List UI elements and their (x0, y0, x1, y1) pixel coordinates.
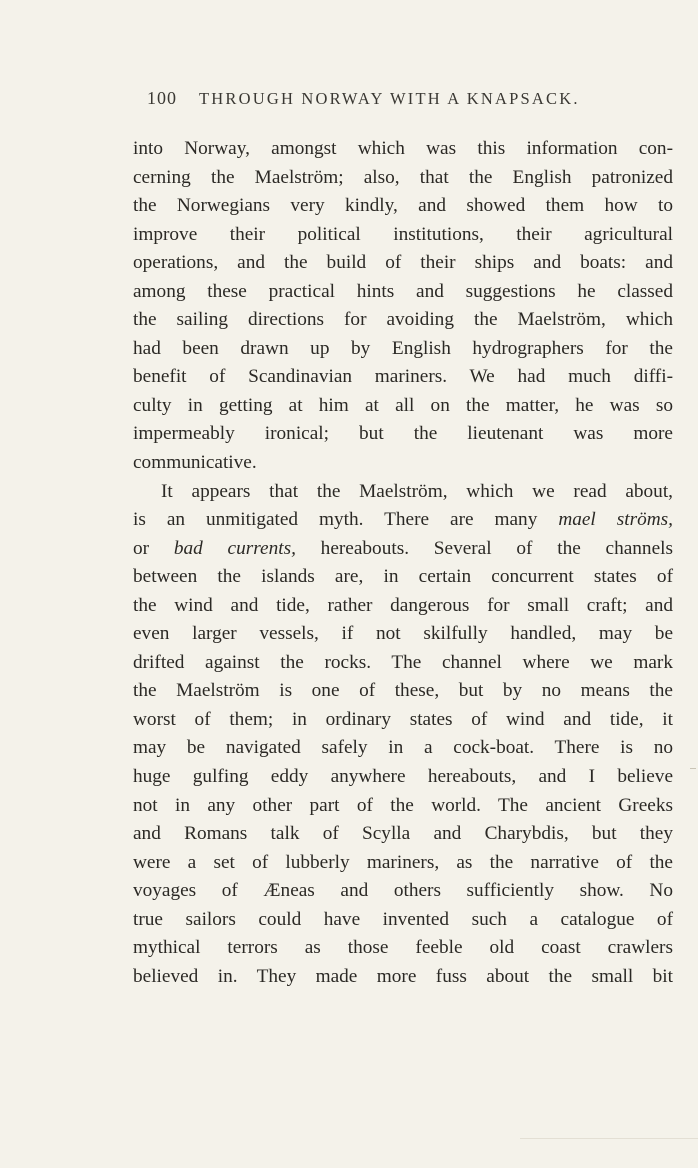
text-line: the sailing directions for avoiding the Maelström, which (133, 309, 673, 331)
text-line: worst of them; in ordinary states of wind and tide, it (133, 708, 673, 730)
text-line: voyages of Æneas and others sufficiently show. No (133, 880, 673, 902)
text-line: even larger vessels, if not skilfully handled, may be (133, 623, 673, 645)
text-line: improve their political institutions, their agricultural (133, 223, 673, 245)
text-line: cerning the Maelström; also, that the English patronized (133, 166, 673, 188)
text-line: benefit of Scandinavian mariners. We had much diffi- (133, 366, 673, 388)
text-line: not in any other part of the world. The ancient Greeks (133, 794, 673, 816)
text-line: the Norwegians very kindly, and showed them how to (133, 195, 673, 217)
italic-phrase: bad currents, (173, 537, 296, 559)
text-line: the wind and tide, rather dangerous for small craft; and (133, 594, 673, 616)
text-run: or (133, 537, 174, 559)
page-number: 100 (147, 88, 177, 108)
text-line: culty in getting at him at all on the matter, he was so (133, 394, 673, 416)
running-header (147, 88, 617, 109)
page-edge-mark (690, 768, 696, 769)
text-line: between the islands are, in certain concurrent states of (133, 566, 673, 588)
text-line (133, 535, 673, 564)
text-line: into Norway, amongst which was this information con- (133, 138, 673, 159)
text-line: may be navigated safely in a cock-boat. There is no (133, 737, 673, 759)
text-line: communicative. (133, 452, 257, 474)
text-line: believed in. They made more fuss about the small bit (133, 965, 673, 987)
text-line: drifted against the rocks. The channel where we mark (133, 651, 673, 673)
running-title: THROUGH NORWAY WITH A KNAPSACK. (199, 89, 580, 108)
text-line: had been drawn up by English hydrographers for the (133, 337, 673, 359)
text-line: It appears that the Maelström, which we read about, (161, 480, 673, 502)
body-text (133, 135, 673, 991)
text-line: operations, and the build of their ships and boats: and (133, 252, 673, 274)
text-run: hereabouts. Several of the channels (295, 537, 673, 559)
text-line: among these practical hints and suggestions he classed (133, 280, 673, 302)
page-smudge (520, 1138, 698, 1139)
italic-phrase: mael ströms, (558, 509, 674, 531)
text-line: and Romans talk of Scylla and Charybdis, but they (133, 823, 673, 845)
text-line: huge gulfing eddy anywhere hereabouts, and I believe (133, 766, 673, 788)
text-line: true sailors could have invented such a catalogue of (133, 908, 673, 930)
text-line: mythical terrors as those feeble old coast crawlers (133, 937, 673, 959)
text-line (133, 506, 673, 535)
text-line: were a set of lubberly mariners, as the narrative of the (133, 851, 673, 873)
text-run: is an unmitigated myth. There are many (133, 509, 559, 531)
text-line: the Maelström is one of these, but by no means the (133, 680, 673, 702)
text-line: impermeably ironical; but the lieutenant was more (133, 423, 673, 445)
